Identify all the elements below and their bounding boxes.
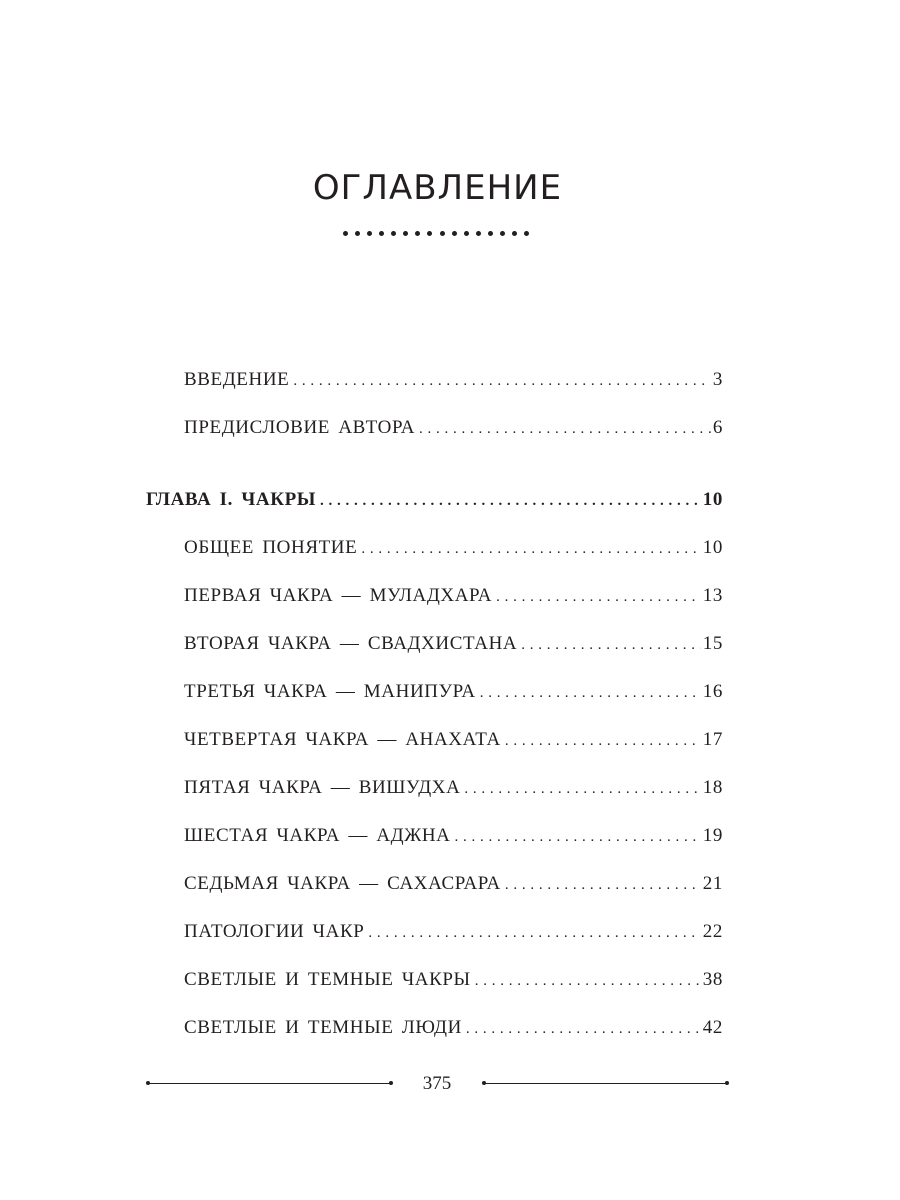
- toc-entry-third-chakra[interactable]: [184, 679, 723, 705]
- toc-entry-sixth-chakra[interactable]: [184, 823, 723, 849]
- page-number: 375: [422, 1073, 452, 1094]
- toc-dot-leader: [480, 680, 701, 706]
- toc-dot-leader: [505, 872, 701, 898]
- toc-entry-label: ПРЕДИСЛОВИЕ АВТОРА: [184, 417, 416, 438]
- toc-dot-leader: [368, 920, 700, 946]
- toc-entry-label: СВЕТЛЫЕ И ТЕМНЫЕ ЧАКРЫ: [184, 969, 471, 990]
- ornament-dot: [488, 231, 493, 236]
- toc-dot-leader: [320, 488, 701, 514]
- toc-entry-label: ТРЕТЬЯ ЧАКРА — МАНИПУРА: [184, 681, 476, 702]
- toc-entry-page: 16: [702, 681, 723, 702]
- ornament-dot: [452, 231, 457, 236]
- ornament-dot: [512, 231, 517, 236]
- ornament-dot: [524, 231, 529, 236]
- toc-entry-label: ВВЕДЕНИЕ: [184, 369, 290, 390]
- toc-entry-fourth-chakra[interactable]: [184, 727, 723, 753]
- toc-entry-page: 18: [702, 777, 723, 798]
- ornament-dot: [440, 231, 445, 236]
- toc-dot-leader: [455, 824, 701, 850]
- toc-entry-light-dark-people[interactable]: [184, 1015, 723, 1041]
- toc-dot-leader: [505, 728, 701, 754]
- toc-dot-leader: [419, 416, 711, 442]
- toc-entry-page: 3: [712, 369, 723, 390]
- ornament-dot: [500, 231, 505, 236]
- toc-entry-first-chakra[interactable]: [184, 583, 723, 609]
- ornament-dot: [391, 231, 396, 236]
- toc-entry-label: СВЕТЛЫЕ И ТЕМНЫЕ ЛЮДИ: [184, 1017, 462, 1038]
- title-ornament: [343, 229, 529, 237]
- ornament-dot: [343, 231, 348, 236]
- toc-entry-fifth-chakra[interactable]: [184, 775, 723, 801]
- toc-entry-page: 38: [702, 969, 723, 990]
- toc-dot-leader: [496, 584, 701, 610]
- ornament-dot: [367, 231, 372, 236]
- toc-entry-label: ВТОРАЯ ЧАКРА — СВАДХИСТАНА: [184, 633, 518, 654]
- toc-entry-label: ШЕСТАЯ ЧАКРА — АДЖНА: [184, 825, 451, 846]
- toc-entry-label: ОБЩЕЕ ПОНЯТИЕ: [184, 537, 358, 558]
- toc-entry-author-preface[interactable]: [184, 415, 723, 441]
- toc-entry-page: 22: [702, 921, 723, 942]
- toc-entry-label: ГЛАВА I. ЧАКРЫ: [146, 489, 317, 510]
- ornament-dot: [464, 231, 469, 236]
- toc-entry-page: 42: [702, 1017, 723, 1038]
- ornament-dot: [379, 231, 384, 236]
- toc-entry-label: ПЕРВАЯ ЧАКРА — МУЛАДХАРА: [184, 585, 493, 606]
- ornament-dot: [415, 231, 420, 236]
- toc-entry-seventh-chakra[interactable]: [184, 871, 723, 897]
- toc-entry-page: 19: [702, 825, 723, 846]
- toc-dot-leader: [293, 368, 711, 394]
- toc-dot-leader: [475, 968, 701, 994]
- toc-entry-label: ЧЕТВЕРТАЯ ЧАКРА — АНАХАТА: [184, 729, 501, 750]
- toc-entry-second-chakra[interactable]: [184, 631, 723, 657]
- toc-dot-leader: [464, 776, 700, 802]
- toc-entry-page: 13: [702, 585, 723, 606]
- footer-rule-right: [484, 1083, 727, 1084]
- toc-dot-leader: [361, 536, 700, 562]
- ornament-dot: [355, 231, 360, 236]
- toc-dot-leader: [521, 632, 701, 658]
- ornament-dot: [403, 231, 408, 236]
- toc-entry-page: 15: [702, 633, 723, 654]
- toc-entry-page: 17: [702, 729, 723, 750]
- ornament-dot: [476, 231, 481, 236]
- toc-entry-page: 6: [712, 417, 723, 438]
- toc-entry-label: ПАТОЛОГИИ ЧАКР: [184, 921, 365, 942]
- toc-entry-light-dark-chakras[interactable]: [184, 967, 723, 993]
- ornament-dot: [427, 231, 432, 236]
- toc-entry-chakra-pathologies[interactable]: [184, 919, 723, 945]
- page-title: ОГЛАВЛЕНИЕ: [312, 168, 563, 208]
- toc-entry-page: 10: [702, 537, 723, 558]
- toc-entry-introduction[interactable]: [184, 367, 723, 393]
- toc-entry-page: 10: [702, 489, 723, 510]
- toc-entry-label: ПЯТАЯ ЧАКРА — ВИШУДХА: [184, 777, 461, 798]
- toc-dot-leader: [466, 1016, 701, 1042]
- toc-entry-chapter-1[interactable]: [146, 487, 723, 513]
- footer-rule-left: [148, 1083, 391, 1084]
- toc-entry-general-concept[interactable]: [184, 535, 723, 561]
- toc-entry-page: 21: [702, 873, 723, 894]
- toc-entry-label: СЕДЬМАЯ ЧАКРА — САХАСРАРА: [184, 873, 501, 894]
